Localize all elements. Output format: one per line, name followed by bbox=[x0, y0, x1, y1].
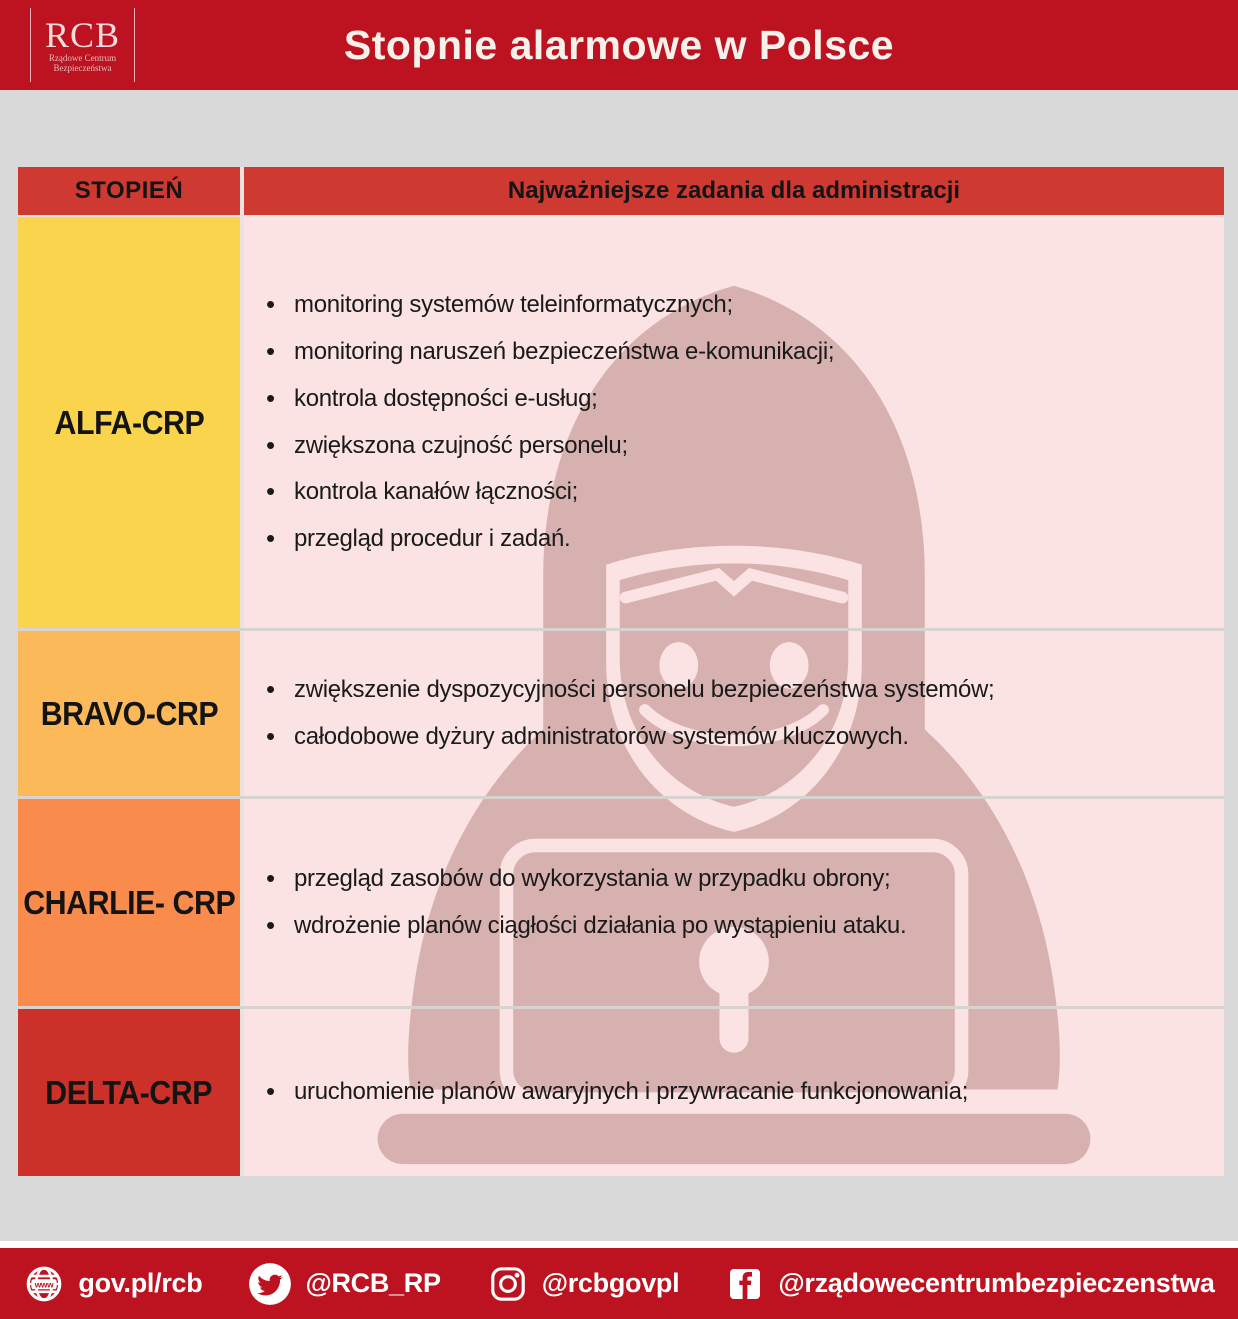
table-row-charlie bbox=[18, 799, 1224, 1009]
task-item: • przegląd procedur i zadań. bbox=[244, 525, 1204, 554]
tasks-cell-alfa bbox=[244, 217, 1224, 628]
task-item: • kontrola kanałów łączności; bbox=[244, 478, 1204, 507]
rcb-logo-subtitle-line1: Rządowe Centrum bbox=[48, 53, 117, 63]
level-cell-delta bbox=[18, 1009, 240, 1176]
level-cell-bravo bbox=[18, 631, 240, 796]
column-header-tasks: Najważniejsze zadania dla administracji bbox=[244, 167, 1224, 215]
table-row-bravo bbox=[18, 631, 1224, 799]
rcb-logo bbox=[30, 8, 135, 82]
table-body bbox=[18, 217, 1224, 1176]
task-item: • wdrożenie planów ciągłości działania po wystąpieniu ataku. bbox=[244, 912, 1204, 941]
task-item: • całodobowe dyżury administratorów systemów kluczowych. bbox=[244, 723, 1204, 752]
facebook-icon bbox=[725, 1264, 765, 1304]
table-row-delta bbox=[18, 1009, 1224, 1176]
task-item: • monitoring naruszeń bezpieczeństwa e-komunikacji; bbox=[244, 338, 1204, 367]
task-list bbox=[244, 1060, 1204, 1125]
task-list bbox=[244, 847, 1204, 959]
twitter-icon bbox=[248, 1262, 292, 1306]
footer-link-label: @rcbgovpl bbox=[541, 1268, 680, 1298]
task-item: • monitoring systemów teleinformatycznych; bbox=[244, 291, 1204, 320]
globe-icon bbox=[23, 1263, 65, 1305]
task-item: • zwiększona czujność personelu; bbox=[244, 432, 1204, 461]
footer-link-facebook[interactable] bbox=[725, 1264, 1214, 1304]
footer-link-label: @RCB_RP bbox=[305, 1268, 441, 1298]
footer-link-label: @rządowecentrumbezpieczenstwa bbox=[778, 1268, 1215, 1298]
level-label: BRAVO-CRP bbox=[40, 694, 218, 732]
tasks-cell-delta bbox=[244, 1009, 1224, 1176]
footer-link-label: gov.pl/rcb bbox=[78, 1268, 203, 1298]
task-item: • uruchomienie planów awaryjnych i przywracanie funkcjonowania; bbox=[244, 1078, 1204, 1107]
footer-divider bbox=[0, 1241, 1238, 1248]
top-banner bbox=[0, 0, 1238, 90]
task-list bbox=[244, 658, 1204, 770]
task-list bbox=[244, 273, 1204, 572]
level-label: CHARLIE- CRP bbox=[22, 883, 236, 921]
level-cell-alfa bbox=[18, 217, 240, 628]
footer-link-twitter[interactable] bbox=[248, 1262, 440, 1306]
instagram-icon bbox=[487, 1263, 529, 1305]
page-title: Stopnie alarmowe w Polsce bbox=[343, 21, 895, 68]
table-row-alfa bbox=[18, 217, 1224, 631]
table-header-row bbox=[18, 167, 1224, 217]
level-label: ALFA-CRP bbox=[54, 403, 204, 441]
alert-levels-table bbox=[18, 167, 1224, 1176]
footer-link-instagram[interactable] bbox=[487, 1263, 680, 1305]
rcb-logo-subtitle-line2: Bezpieczeństwa bbox=[53, 63, 112, 73]
level-cell-charlie bbox=[18, 799, 240, 1006]
task-item: • zwiększenie dyspozycyjności personelu bezpieczeństwa systemów; bbox=[244, 676, 1204, 705]
rcb-logo-acronym: RCB bbox=[45, 15, 121, 55]
tasks-cell-bravo bbox=[244, 631, 1224, 796]
level-label: DELTA-CRP bbox=[45, 1073, 213, 1111]
column-header-level: STOPIEŃ bbox=[18, 167, 240, 215]
task-item: • przegląd zasobów do wykorzystania w przypadku obrony; bbox=[244, 865, 1204, 894]
footer-link-website[interactable] bbox=[23, 1263, 202, 1305]
task-item: • kontrola dostępności e-usług; bbox=[244, 385, 1204, 414]
tasks-cell-charlie bbox=[244, 799, 1224, 1006]
footer-bar bbox=[0, 1248, 1238, 1319]
svg-text:www: www bbox=[35, 1278, 54, 1289]
